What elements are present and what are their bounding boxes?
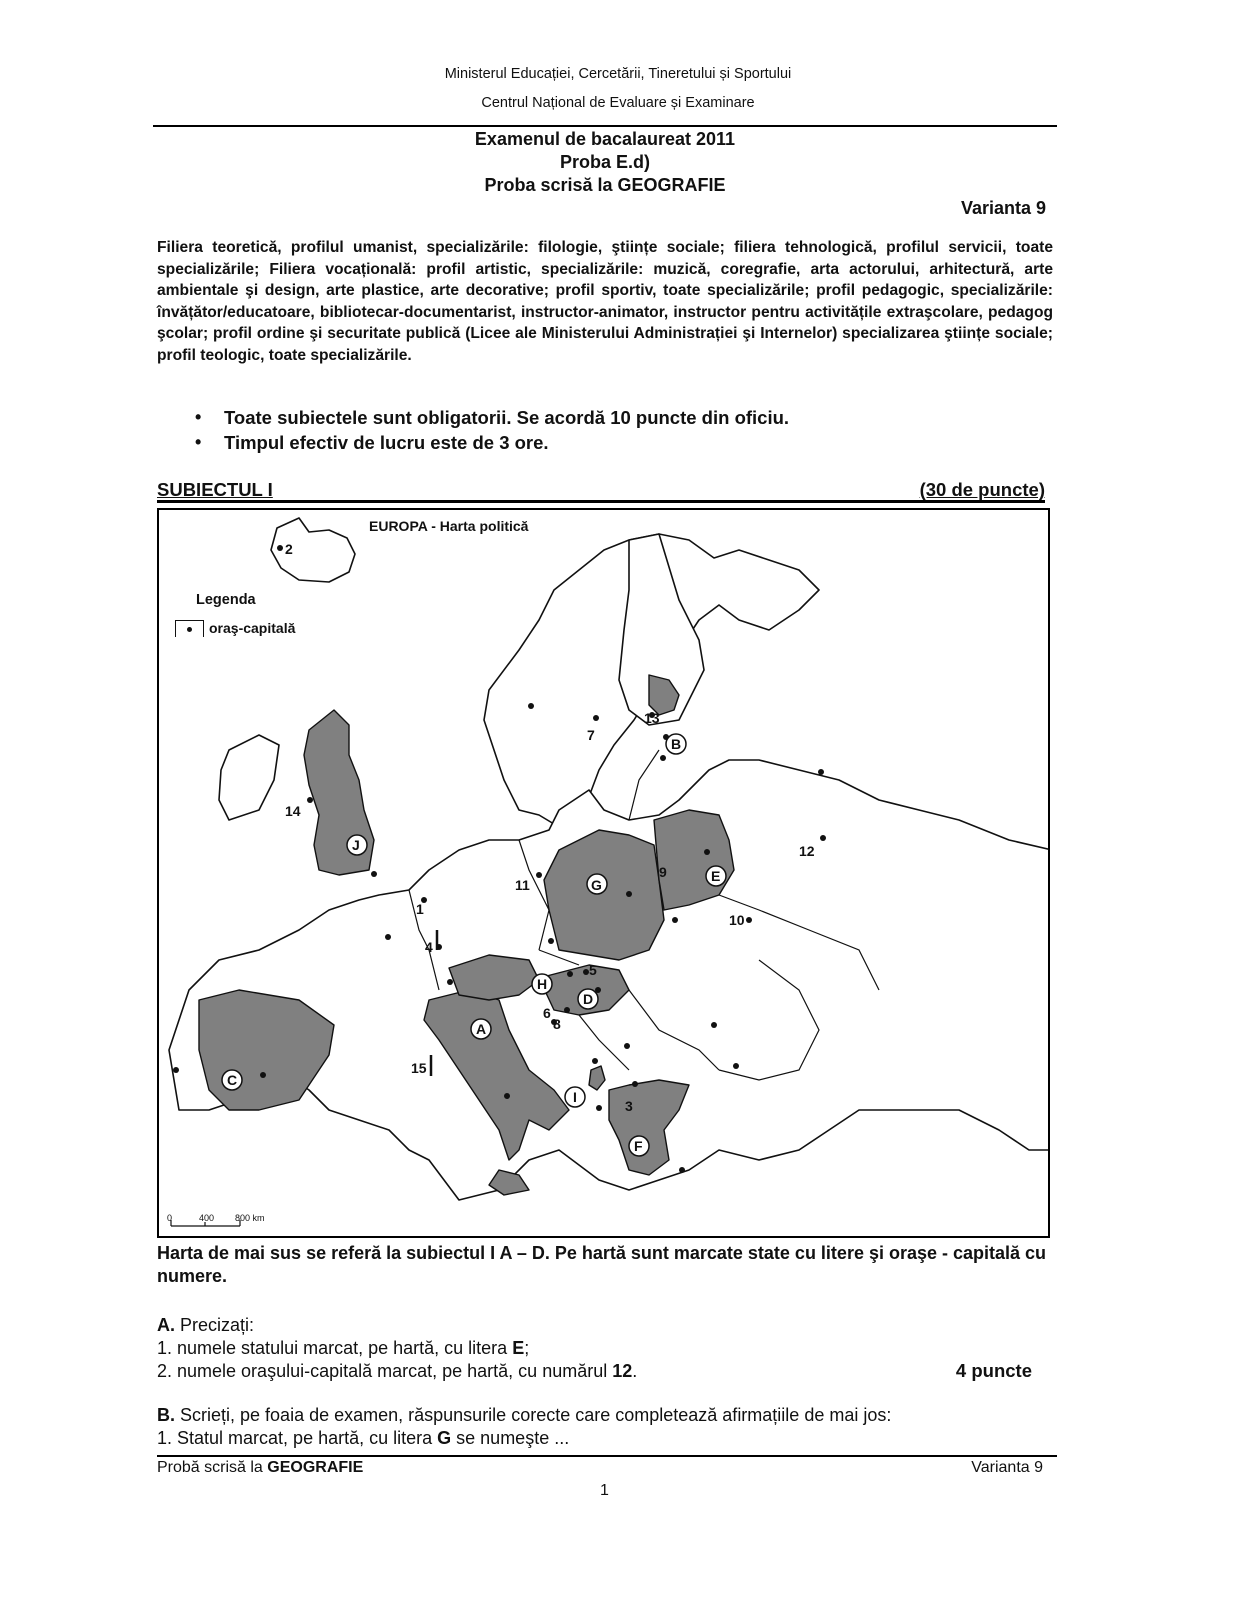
item-text: 1. Statul marcat, pe hartă, cu litera [157, 1428, 438, 1448]
variant-label: Varianta 9 [960, 198, 1046, 218]
capital-dot-icon [187, 627, 192, 632]
svg-text:A: A [476, 1021, 487, 1037]
svg-text:8: 8 [553, 1016, 561, 1032]
footer-divider [157, 1455, 1057, 1457]
question-a-item-1 [157, 1337, 529, 1360]
svg-text:F: F [634, 1138, 643, 1154]
iceland-shape [271, 518, 355, 582]
question-b-text: Scrieți, pe foaia de examen, răspunsurile corecte care completează afirmațiile de mai jos: [180, 1405, 892, 1425]
subject-heading [157, 479, 1045, 501]
map-caption: Harta de mai sus se referă la subiectul I A – D. Pe hartă sunt marcate state cu litere şi oraşe - capitală cu numere. [157, 1243, 1047, 1286]
item-end: . [632, 1361, 638, 1381]
footer-text: Probă scrisă la [157, 1459, 268, 1476]
legend-title: Legenda [196, 592, 256, 608]
rules-list [195, 405, 789, 455]
footer-subject: GEOGRAFIE [267, 1459, 364, 1476]
footer-variant: Varianta 9 [971, 1459, 1043, 1476]
svg-text:6: 6 [543, 1005, 551, 1021]
svg-text:B: B [671, 736, 682, 752]
question-a-item-2 [157, 1360, 637, 1383]
europe-political-map [157, 508, 1050, 1238]
legend-item-label: oraş-capitală [209, 620, 296, 636]
header-divider [153, 125, 1057, 127]
map-title: EUROPA - Harta politică [369, 518, 529, 534]
item-end: se numeşte ... [451, 1428, 570, 1448]
question-b-item-1 [157, 1427, 569, 1450]
scale-label-0: 0 [167, 1213, 173, 1223]
item-end: ; [524, 1338, 530, 1358]
item-text: 2. numele oraşului-capitală marcat, pe hartă, cu numărul [157, 1361, 613, 1381]
svg-text:2: 2 [285, 541, 293, 557]
exam-title: Examenul de bacalaureat 2011 [474, 129, 736, 149]
item-text: 1. numele statului marcat, pe hartă, cu litera [157, 1338, 513, 1358]
svg-text:C: C [227, 1072, 238, 1088]
intro-paragraph: Filiera teoretică, profilul umanist, specializările: filologie, ştiințe sociale; filiera tehnologică, profilul servicii, toate specializările; Filiera vocațională: profil artistic, specializările: muzică, coregrafie, arta actorului, arhitectură, arte ambientale şi design, arte plastice, arte decorative; profil sportiv, toate specializările; profil pedagogic, specializările: învățător/educatoare, bibliotecar-documentarist, instructor-animator, instructor pentru activitățile extraşcolare, pedagog şcolar; profil ordine şi securitate publică (Licee ale Ministerului Administrației şi Internelor) specializarea ştiințe sociale; profil teologic, toate specializările. [157, 239, 1053, 364]
svg-text:14: 14 [285, 803, 301, 819]
scale-label-400: 400 [199, 1213, 215, 1223]
ireland-shape [219, 735, 279, 820]
page-number: 1 [600, 1482, 609, 1499]
svg-text:7: 7 [587, 727, 595, 743]
svg-text:11: 11 [515, 877, 530, 893]
subject-underline [157, 500, 1045, 503]
svg-text:12: 12 [799, 843, 815, 859]
ministry-name: Ministerul Educației, Cercetării, Tineretului și Sportului [444, 66, 792, 82]
item-key: 12 [612, 1361, 633, 1381]
question-b-letter: B. [157, 1405, 175, 1425]
evaluation-center-name: Centrul Național de Evaluare și Examinare [481, 95, 755, 111]
svg-text:9: 9 [659, 864, 667, 880]
question-a-points: 4 puncte [955, 1360, 1032, 1381]
rule-item: • Toate subiectele sunt obligatorii. Se acordă 10 puncte din oficiu. [195, 405, 789, 430]
footer-left [157, 1459, 363, 1477]
scale-label-800: 800 km [235, 1213, 265, 1223]
exam-subject: Proba scrisă la GEOGRAFIE [484, 175, 726, 195]
legend-swatch [175, 620, 204, 637]
state-g-poland [544, 830, 664, 960]
svg-text:E: E [711, 868, 721, 884]
exam-subtitle: Proba E.d) [559, 152, 650, 172]
svg-text:J: J [352, 837, 360, 853]
svg-text:1: 1 [416, 901, 424, 917]
subject-label: SUBIECTUL I [157, 479, 273, 500]
svg-text:G: G [591, 877, 602, 893]
svg-text:H: H [537, 976, 548, 992]
svg-text:4: 4 [425, 939, 433, 955]
rule-item: • Timpul efectiv de lucru este de 3 ore. [195, 430, 789, 455]
svg-text:13: 13 [644, 710, 660, 726]
svg-text:5: 5 [589, 962, 597, 978]
question-a-prompt [157, 1314, 254, 1337]
svg-text:10: 10 [729, 912, 745, 928]
subject-points: (30 de puncte) [919, 479, 1045, 500]
svg-text:3: 3 [625, 1098, 633, 1114]
question-a-letter: A. [157, 1315, 175, 1335]
svg-text:15: 15 [411, 1060, 427, 1076]
item-key: E [512, 1338, 525, 1358]
item-key: G [437, 1428, 452, 1448]
svg-text:I: I [573, 1089, 577, 1105]
svg-text:D: D [583, 991, 594, 1007]
question-b-prompt [157, 1404, 891, 1427]
question-a-text: Precizați: [180, 1315, 255, 1335]
